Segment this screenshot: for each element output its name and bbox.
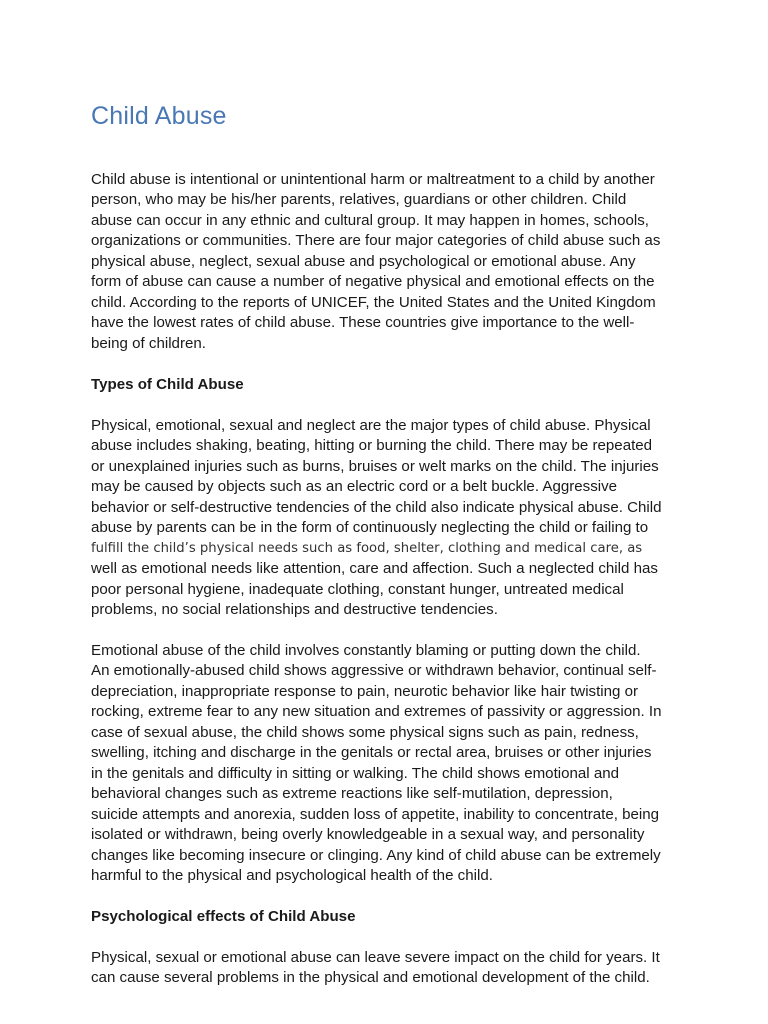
types-paragraph-1 [91,416,662,621]
paragraph-line: Physical, emotional, sexual and neglect are the major types of child abuse. Physical [91,417,651,434]
paragraph-line: physical abuse, neglect, sexual abuse and psychological or emotional abuse. Any [91,252,636,270]
types-heading: Types of Child Abuse [91,376,244,393]
paragraph-line: case of sexual abuse, the child shows some physical signs such as pain, redness, [91,723,639,741]
paragraph-line: poor personal hygiene, inadequate clothing, constant hunger, untreated medical [91,580,624,598]
paragraph-line: Emotional abuse of the child involves constantly blaming or putting down the child. [91,642,641,659]
paragraph-line: depreciation, inappropriate response to pain, neurotic behavior like hair twisting or [91,682,639,700]
paragraph-line: organizations or communities. There are four major categories of child abuse such as [91,232,661,250]
paragraph-line: fulfill the child’s physical needs such as food, shelter, clothing and medical care, as [91,540,643,556]
paragraph-line: can cause several problems in the physical and emotional development of the child. [91,969,650,987]
effects-heading: Psychological effects of Child Abuse [91,908,356,925]
paragraph-line: behavioral changes such as extreme reactions like self-mutilation, depression, [91,785,613,803]
paragraph-line: swelling, itching and discharge in the genitals or rectal area, bruises or other injuries [91,744,652,762]
paragraph-line: abuse includes shaking, beating, hitting or burning the child. There may be repeated [91,437,653,455]
paragraph-line: Physical, sexual or emotional abuse can leave severe impact on the child for years. It [91,949,660,966]
types-paragraph-2 [91,641,662,886]
paragraph-line: problems, no social relationships and destructive tendencies. [91,601,498,619]
paragraph-line: have the lowest rates of child abuse. These countries give importance to the well- [91,314,635,332]
paragraph-line: well as emotional needs like attention, care and affection. Such a neglected child has [91,560,658,578]
document-title: Child Abuse [91,102,227,130]
paragraph-line: isolated or withdrawn, being overly knowledgeable in a sexual way, and personality [91,826,645,844]
intro-paragraph [91,170,660,354]
paragraph-line: harmful to the physical and psychological health of the child. [91,866,493,884]
paragraph-line: abuse by parents can be in the form of continuously neglecting the child or failing to [91,519,649,537]
paragraph-line: suicide attempts and anorexia, sudden loss of appetite, inability to concentrate, being [91,805,660,823]
effects-paragraph-1 [91,948,660,989]
paragraph-line: abuse can occur in any ethnic and cultural group. It may happen in homes, schools, [91,211,649,229]
paragraph-line: person, who may be his/her parents, relatives, guardians or other children. Child [91,191,627,209]
paragraph-line: being of children. [91,334,206,352]
paragraph-line: Child abuse is intentional or unintentional harm or maltreatment to a child by another [91,171,655,188]
paragraph-line: or unexplained injuries such as burns, bruises or welt marks on the child. The injuries [91,457,659,475]
paragraph-line: changes like becoming insecure or clinging. Any kind of child abuse can be extremely [91,846,661,864]
paragraph-line: rocking, extreme fear to any new situation and extremes of passivity or aggression. In [91,703,662,721]
paragraph-line: child. According to the reports of UNICEF, the United States and the United Kingdom [91,293,656,311]
paragraph-line: form of abuse can cause a number of negative physical and emotional effects on the [91,273,655,291]
paragraph-line: behavior or self-destructive tendencies of the child also indicate physical abuse. Child [91,498,662,516]
paragraph-line: may be caused by objects such as an electric cord or a belt buckle. Aggressive [91,478,618,496]
paragraph-line: An emotionally-abused child shows aggressive or withdrawn behavior, continual self- [91,662,657,680]
paragraph-line: in the genitals and difficulty in sitting or walking. The child shows emotional and [91,764,620,782]
